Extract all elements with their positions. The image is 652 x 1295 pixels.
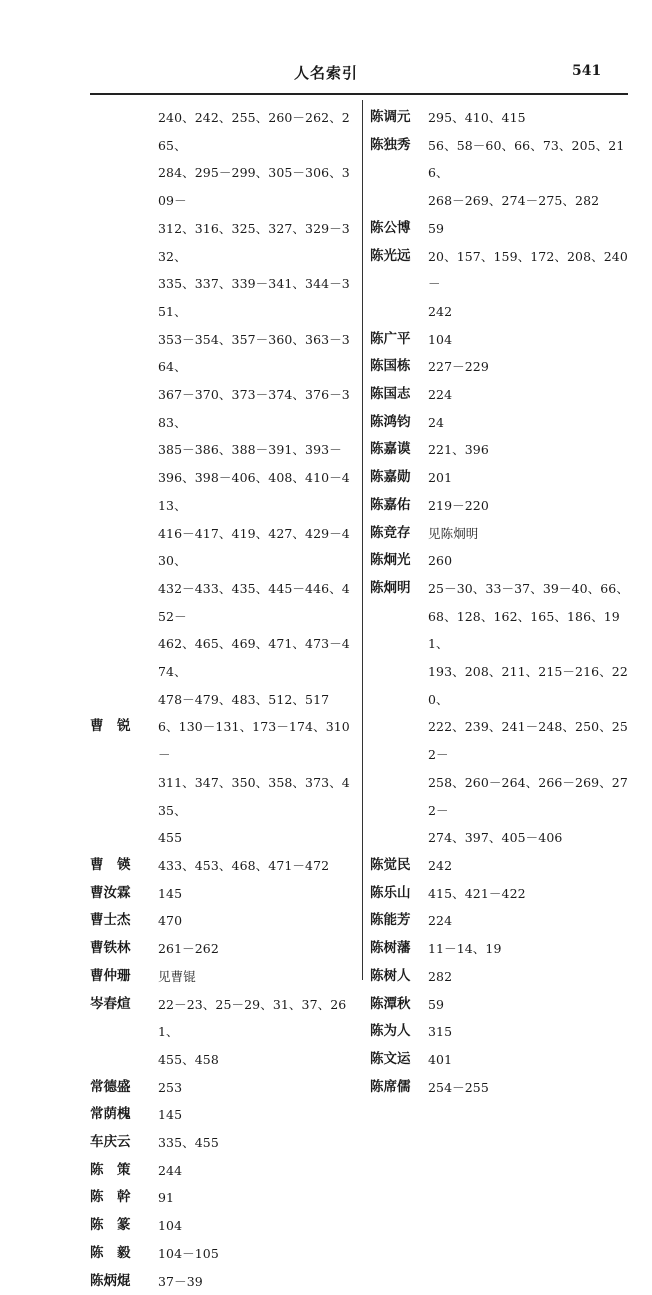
page-line: 254－255: [428, 1079, 489, 1095]
index-column-left: [90, 104, 352, 1295]
entry-pages: [428, 1074, 632, 1102]
index-entry: [370, 880, 632, 908]
index-entry: [370, 1046, 632, 1074]
entry-pages: [428, 575, 632, 852]
page-line: 260: [428, 553, 453, 569]
index-entry: [370, 326, 632, 354]
entry-name: 陈炳焜: [90, 1272, 131, 1289]
entry-pages: [428, 326, 632, 354]
entry-pages: [428, 409, 632, 437]
page-line: 68、128、162、165、186、191、: [428, 608, 620, 652]
column-divider: [362, 100, 363, 980]
page-line: 91: [158, 1190, 175, 1206]
entry-name: 岑春煊: [90, 995, 131, 1012]
index-entry: [90, 1129, 352, 1157]
entry-name: 车庆云: [90, 1134, 131, 1151]
header-rule: [90, 93, 628, 95]
index-entry: [90, 1240, 352, 1268]
page-line: 261－262: [158, 941, 219, 957]
entry-name: 陈炯明: [370, 579, 411, 596]
entry-name: 陈国志: [370, 386, 411, 403]
entry-name: 陈树藩: [370, 940, 411, 957]
page-line: 6、130－131、173－174、310－: [158, 719, 350, 763]
entry-pages: [428, 907, 632, 935]
entry-pages: [428, 880, 632, 908]
page-line: 335、455: [158, 1135, 219, 1151]
index-entry: [90, 1074, 352, 1102]
entry-pages: [158, 713, 352, 852]
entry-name: 曹 锳: [90, 856, 131, 873]
index-entry: [90, 1157, 352, 1185]
page-line: 478－479、483、512、517: [158, 691, 330, 707]
entry-pages: [428, 852, 632, 880]
page-line: 240、242、255、260－262、265、: [158, 110, 350, 153]
index-entry: [370, 935, 632, 963]
page-line: 224: [428, 913, 453, 929]
index-entry: [90, 963, 352, 991]
page-line: 315: [428, 1024, 453, 1040]
entry-pages: [428, 104, 632, 132]
entry-name: 陈炯光: [370, 552, 411, 569]
page-line: 244: [158, 1162, 183, 1178]
entry-name: 陈独秀: [370, 136, 411, 153]
index-entry: [370, 907, 632, 935]
entry-pages: [428, 464, 632, 492]
page-line: 258、260－264、266－269、272－: [428, 774, 628, 818]
entry-name: 陈 幹: [90, 1189, 131, 1206]
index-entry: [370, 353, 632, 381]
page-line: 24: [428, 414, 445, 430]
page-line: 432－433、435、445－446、452－: [158, 580, 350, 624]
entry-name: 陈乐山: [370, 884, 411, 901]
index-entry: [370, 409, 632, 437]
entry-name: 陈觉民: [370, 856, 411, 873]
page-line: 268－269、274－275、282: [428, 193, 600, 209]
page-line: 462、465、469、471、473－474、: [158, 636, 350, 680]
index-entry: [90, 907, 352, 935]
entry-name: 陈公博: [370, 219, 411, 236]
entry-pages: [158, 991, 352, 1074]
entry-name: 陈广平: [370, 330, 411, 347]
entry-pages: [428, 991, 632, 1019]
page-line: 59: [428, 996, 445, 1012]
entry-name: 陈树人: [370, 967, 411, 984]
entry-pages: [158, 104, 352, 713]
page-line: 455、458: [158, 1051, 219, 1067]
entry-name: 曹士杰: [90, 912, 131, 929]
page-line: 104－105: [158, 1245, 219, 1261]
entry-pages: [428, 547, 632, 575]
page-line: 274、397、405－406: [428, 830, 563, 846]
page-line: 20、157、159、172、208、240－: [428, 248, 628, 292]
index-entry: [370, 492, 632, 520]
page-line: 219－220: [428, 497, 489, 513]
index-entry: [370, 991, 632, 1019]
entry-name: 曹仲珊: [90, 967, 131, 984]
page-line: 145: [158, 885, 183, 901]
entry-pages: [158, 935, 352, 963]
entry-pages: [428, 243, 632, 326]
entry-pages: [428, 132, 632, 215]
entry-name: 陈嘉勋: [370, 469, 411, 486]
index-entry: [90, 104, 352, 713]
entry-pages: [158, 1268, 352, 1295]
page-line: 416－417、419、427、429－430、: [158, 525, 350, 569]
entry-pages: [158, 880, 352, 908]
entry-pages: [158, 1212, 352, 1240]
entry-pages: [158, 1240, 352, 1268]
entry-name: 常德盛: [90, 1078, 131, 1095]
index-entry: [90, 1212, 352, 1240]
page-line: 见陈炯明: [428, 525, 479, 541]
page-line: 385－386、388－391、393－: [158, 442, 342, 458]
entry-pages: [428, 935, 632, 963]
entry-name: 陈潭秋: [370, 995, 411, 1012]
index-column-right: [370, 104, 632, 1101]
entry-name: 陈调元: [370, 109, 411, 125]
index-entry: [90, 1184, 352, 1212]
entry-pages: [428, 436, 632, 464]
index-entry: [90, 1268, 352, 1295]
index-entry: [370, 547, 632, 575]
index-entry: [370, 104, 632, 132]
page-line: 242: [428, 303, 453, 319]
entry-name: 陈光远: [370, 247, 411, 264]
index-entry: [370, 520, 632, 548]
entry-pages: [158, 963, 352, 991]
entry-name: 陈席儒: [370, 1078, 411, 1095]
page-line: 253: [158, 1079, 183, 1095]
entry-name: 陈 篆: [90, 1217, 131, 1234]
index-entry: [90, 713, 352, 852]
page-line: 37－39: [158, 1273, 203, 1289]
entry-pages: [428, 215, 632, 243]
entry-name: 常荫槐: [90, 1106, 131, 1123]
page-number: 541: [572, 63, 602, 79]
entry-name: 陈 毅: [90, 1244, 131, 1261]
page-line: 242: [428, 857, 453, 873]
page-line: 353－354、357－360、363－364、: [158, 331, 350, 375]
entry-name: 陈竞存: [370, 524, 411, 541]
index-entry: [370, 436, 632, 464]
page-line: 222、239、241－248、250、252－: [428, 719, 628, 763]
page-line: 312、316、325、327、329－332、: [158, 220, 350, 264]
entry-pages: [428, 1046, 632, 1074]
page-line: 455: [158, 830, 183, 846]
entry-name: 陈文运: [370, 1050, 411, 1067]
page-line: 59: [428, 220, 445, 236]
running-header-title: 人名索引: [293, 64, 358, 82]
index-entry: [370, 575, 632, 852]
index-entry: [370, 963, 632, 991]
entry-pages: [428, 353, 632, 381]
index-entry: [90, 852, 352, 880]
page-line: 11－14、19: [428, 941, 502, 957]
entry-name: 陈嘉谟: [370, 441, 411, 458]
page-line: 22－23、25－29、31、37、261、: [158, 996, 347, 1040]
index-entry: [90, 991, 352, 1074]
page-line: 25－30、33－37、39－40、66、: [428, 580, 629, 596]
page-line: 401: [428, 1051, 453, 1067]
index-entry: [90, 935, 352, 963]
index-entry: [370, 215, 632, 243]
index-entry: [370, 132, 632, 215]
page-line: 282: [428, 968, 453, 984]
page-line: 193、208、211、215－216、220、: [428, 664, 628, 707]
entry-name: 陈为人: [370, 1023, 411, 1040]
page-line: 104: [158, 1218, 183, 1234]
entry-name: 陈嘉佑: [370, 496, 411, 513]
page-line: 201: [428, 470, 453, 486]
index-entry: [370, 1018, 632, 1046]
index-entry: [370, 464, 632, 492]
index-entry: [370, 381, 632, 409]
page-line: 433、453、468、471－472: [158, 857, 330, 873]
index-entry: [90, 880, 352, 908]
page-line: 415、421－422: [428, 885, 526, 901]
entry-name: 陈国栋: [370, 358, 411, 375]
entry-pages: [158, 907, 352, 935]
page-line: 104: [428, 331, 453, 347]
page-line: 224: [428, 387, 453, 403]
entry-pages: [428, 1018, 632, 1046]
page-line: 470: [158, 913, 183, 929]
entry-name: 陈鸿钧: [370, 413, 411, 430]
page-line: 284、295－299、305－306、309－: [158, 165, 350, 209]
entry-pages: [158, 1074, 352, 1102]
page-line: 396、398－406、408、410－413、: [158, 470, 350, 513]
page-line: 见曹锟: [158, 968, 196, 984]
entry-name: 陈 策: [90, 1161, 131, 1178]
index-entry: [370, 852, 632, 880]
page-line: 227－229: [428, 359, 489, 375]
entry-pages: [158, 1101, 352, 1129]
page-line: 295、410、415: [428, 110, 526, 125]
entry-name: 曹 锐: [90, 718, 131, 735]
entry-pages: [428, 963, 632, 991]
page-line: 56、58－60、66、73、205、216、: [428, 137, 625, 181]
entry-pages: [428, 520, 632, 548]
index-entry: [370, 1074, 632, 1102]
page-line: 311、347、350、358、373、435、: [158, 774, 350, 818]
entry-name: 陈能芳: [370, 912, 411, 929]
page-line: 367－370、373－374、376－383、: [158, 387, 350, 430]
entry-name: 曹汝霖: [90, 884, 131, 901]
entry-pages: [158, 1184, 352, 1212]
entry-pages: [158, 1129, 352, 1157]
entry-name: 曹铁林: [90, 940, 131, 957]
entry-pages: [428, 381, 632, 409]
entry-pages: [158, 1157, 352, 1185]
index-entry: [370, 243, 632, 326]
index-entry: [90, 1101, 352, 1129]
entry-pages: [158, 852, 352, 880]
page-line: 145: [158, 1107, 183, 1123]
page-line: 335、337、339－341、344－351、: [158, 276, 350, 319]
page-line: 221、396: [428, 442, 489, 458]
entry-pages: [428, 492, 632, 520]
